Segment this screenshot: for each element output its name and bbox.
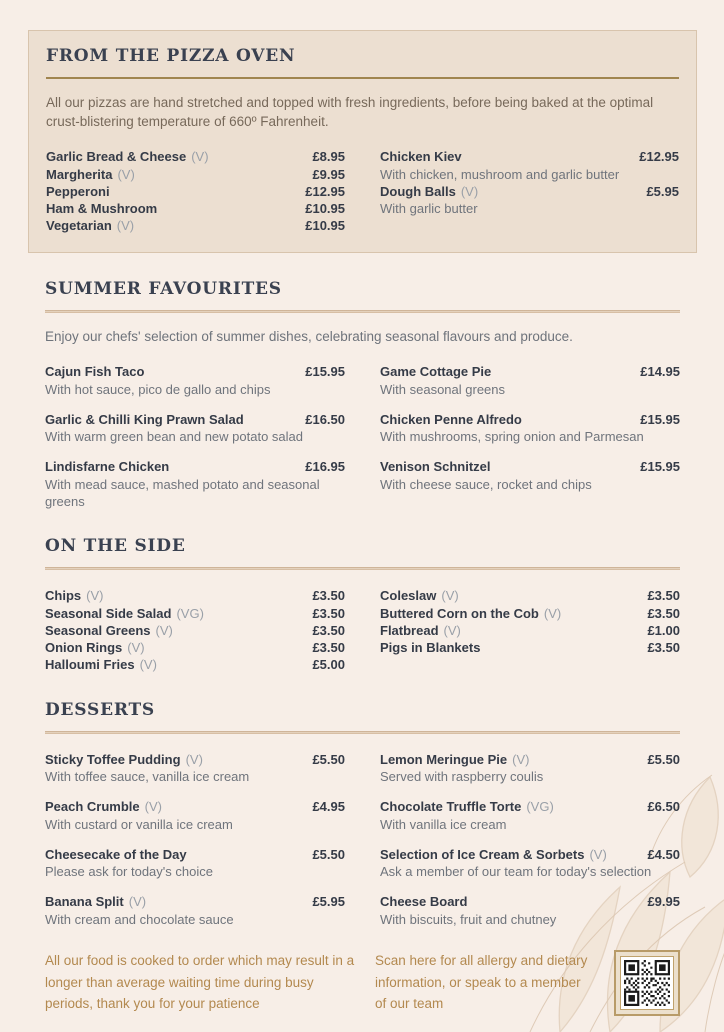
item-price: £6.50	[647, 799, 680, 815]
menu-item	[380, 751, 680, 786]
menu-item	[380, 148, 679, 183]
item-name: Garlic & Chilli King Prawn Salad	[45, 411, 244, 427]
diet-tag: (V)	[441, 588, 459, 604]
menu-item	[46, 200, 345, 217]
desserts-left-list	[45, 751, 345, 928]
item-price: £9.95	[647, 894, 680, 910]
item-price: £3.50	[647, 640, 680, 656]
pizza-columns	[46, 148, 679, 234]
item-price: £4.50	[647, 846, 680, 862]
item-name: Chocolate Truffle Torte	[380, 799, 522, 815]
item-description: With mead sauce, mashed potato and seasonal greens	[45, 476, 320, 509]
item-price: £3.50	[312, 605, 345, 621]
desserts-right-list	[380, 751, 680, 928]
section-divider	[45, 310, 680, 313]
section-summer-favourites	[45, 279, 680, 511]
section-desserts	[45, 700, 680, 928]
menu-item	[45, 587, 345, 604]
item-name: Pepperoni	[46, 183, 110, 199]
item-price: £5.00	[312, 657, 345, 673]
item-price: £12.95	[305, 183, 345, 199]
item-name: Vegetarian	[46, 218, 112, 234]
item-name: Cajun Fish Taco	[45, 364, 145, 380]
item-price: £3.50	[647, 605, 680, 621]
item-description: With mushrooms, spring onion and Parmesan	[380, 429, 644, 445]
item-price: £3.50	[312, 640, 345, 656]
menu-item	[46, 148, 345, 165]
item-description: With cheese sauce, rocket and chips	[380, 476, 592, 492]
item-price: £5.50	[312, 751, 345, 767]
section-intro: Enjoy our chefs' selection of summer dishes, celebrating seasonal flavours and produce.	[45, 328, 573, 344]
summer-right-list	[380, 363, 680, 510]
section-title-on-the-side: ON THE SIDE	[45, 536, 186, 557]
menu-item	[380, 183, 679, 218]
item-description: With cream and chocolate sauce	[45, 911, 234, 927]
item-description: With toffee sauce, vanilla ice cream	[45, 768, 250, 784]
diet-tag: (V)	[155, 622, 173, 638]
item-name: Pigs in Blankets	[380, 640, 481, 656]
menu-item	[380, 798, 680, 833]
item-description: With warm green bean and new potato salad	[45, 429, 303, 445]
diet-tag: (V)	[512, 751, 530, 767]
item-name: Lindisfarne Chicken	[45, 459, 170, 475]
item-name: Chicken Penne Alfredo	[380, 411, 522, 427]
qr-code-icon	[624, 960, 670, 1006]
menu-item	[380, 622, 680, 639]
item-price: £3.50	[312, 622, 345, 638]
diet-tag: (VG)	[526, 799, 554, 815]
menu-item	[46, 217, 345, 234]
menu-item	[45, 639, 345, 656]
item-description: With chicken, mushroom and garlic butter	[380, 166, 620, 182]
pizza-right-list	[380, 148, 679, 234]
diet-tag: (V)	[127, 640, 145, 656]
item-price: £16.95	[305, 459, 345, 475]
item-name: Lemon Meringue Pie	[380, 751, 508, 767]
section-title-pizza-oven: FROM THE PIZZA OVEN	[46, 46, 296, 66]
summer-left-list	[45, 363, 345, 510]
item-price: £4.95	[312, 799, 345, 815]
pizza-left-list	[46, 148, 345, 234]
item-name: Cheese Board	[380, 894, 468, 910]
menu-item	[45, 893, 345, 928]
item-price: £3.50	[312, 588, 345, 604]
item-price: £5.50	[647, 751, 680, 767]
menu-item	[380, 605, 680, 622]
section-divider	[45, 731, 680, 734]
footer	[45, 950, 680, 1016]
item-description: Ask a member of our team for today's selection	[380, 864, 652, 880]
diet-tag: (V)	[191, 149, 209, 165]
item-description: With garlic butter	[380, 201, 478, 217]
footer-allergy-note: Scan here for all allergy and dietary information, or speak to a member of our team	[375, 952, 588, 1012]
item-price: £1.00	[647, 622, 680, 638]
item-name: Sticky Toffee Pudding	[45, 751, 181, 767]
section-title-summer-favourites: SUMMER FAVOURITES	[45, 278, 282, 299]
diet-tag: (V)	[139, 657, 157, 673]
item-price: £12.95	[639, 149, 679, 165]
diet-tag: (V)	[86, 588, 104, 604]
menu-item	[380, 639, 680, 656]
diet-tag: (V)	[116, 218, 135, 234]
item-description: With hot sauce, pico de gallo and chips	[45, 381, 271, 397]
item-name: Buttered Corn on the Cob	[380, 605, 539, 621]
section-divider	[46, 77, 679, 79]
item-name: Venison Schnitzel	[380, 459, 491, 475]
item-price: £15.95	[640, 411, 680, 427]
item-name: Peach Crumble	[45, 799, 140, 815]
section-pizza-oven	[28, 30, 697, 253]
menu-item	[45, 458, 345, 510]
diet-tag: (V)	[144, 799, 162, 815]
footer-cooked-to-order-note: All our food is cooked to order which may result in a longer than average waiting time during busy periods, thank you for your patience	[45, 952, 355, 1012]
item-name: Selection of Ice Cream & Sorbets	[380, 846, 585, 862]
menu-item	[45, 363, 345, 398]
item-price: £3.50	[647, 588, 680, 604]
item-price: £5.95	[312, 894, 345, 910]
diet-tag: (V)	[543, 605, 562, 621]
menu-item	[380, 846, 680, 881]
menu-item	[45, 751, 345, 786]
item-price: £16.50	[305, 411, 345, 427]
menu-item	[380, 458, 680, 493]
menu-item	[45, 605, 345, 622]
item-name: Onion Rings	[45, 640, 123, 656]
item-name: Margherita	[46, 166, 113, 182]
item-price: £8.95	[312, 149, 345, 165]
sides-columns	[45, 587, 680, 673]
item-description: With vanilla ice cream	[380, 816, 507, 832]
item-name: Banana Split	[45, 894, 124, 910]
item-description: With biscuits, fruit and chutney	[380, 911, 557, 927]
item-name: Dough Balls	[380, 183, 456, 199]
desserts-columns	[45, 751, 680, 928]
item-name: Halloumi Fries	[45, 657, 135, 673]
diet-tag: (V)	[128, 894, 147, 910]
diet-tag: (V)	[185, 751, 203, 767]
menu-item	[45, 798, 345, 833]
section-divider	[45, 567, 680, 570]
menu-item	[45, 622, 345, 639]
item-name: Seasonal Side Salad	[45, 605, 172, 621]
section-on-the-side	[45, 536, 680, 673]
menu-item	[45, 411, 345, 446]
menu-item	[46, 166, 345, 183]
section-title-desserts: DESSERTS	[45, 699, 155, 720]
item-description: Served with raspberry coulis	[380, 768, 544, 784]
diet-tag: (VG)	[176, 605, 204, 621]
item-price: £10.95	[305, 218, 345, 234]
diet-tag: (V)	[117, 166, 135, 182]
item-price: £9.95	[312, 166, 345, 182]
diet-tag: (V)	[589, 846, 607, 862]
item-price: £15.95	[305, 364, 345, 380]
sides-right-list	[380, 587, 680, 673]
menu-item	[380, 893, 680, 928]
item-name: Chips	[45, 588, 82, 604]
item-name: Chicken Kiev	[380, 149, 462, 165]
menu-item	[45, 656, 345, 673]
item-price: £10.95	[305, 201, 345, 217]
menu-item	[380, 587, 680, 604]
section-intro: All our pizzas are hand stretched and topped with fresh ingredients, before being baked at the optimal crust-blistering temperature of 660º Fahrenheit.	[46, 95, 654, 129]
item-name: Garlic Bread & Cheese	[46, 149, 187, 165]
diet-tag: (V)	[460, 183, 479, 199]
item-description: With custard or vanilla ice cream	[45, 816, 233, 832]
item-name: Seasonal Greens	[45, 622, 151, 638]
item-name: Ham & Mushroom	[46, 201, 158, 217]
item-price: £15.95	[640, 459, 680, 475]
diet-tag: (V)	[443, 622, 461, 638]
menu-item	[380, 411, 680, 446]
item-name: Coleslaw	[380, 588, 437, 604]
menu-item	[380, 363, 680, 398]
qr-code	[620, 956, 674, 1010]
item-name: Flatbread	[380, 622, 439, 638]
item-description: Please ask for today's choice	[45, 864, 213, 880]
item-name: Game Cottage Pie	[380, 364, 492, 380]
item-name: Cheesecake of the Day	[45, 846, 187, 862]
item-description: With seasonal greens	[380, 381, 506, 397]
summer-columns	[45, 363, 680, 510]
qr-code-frame	[614, 950, 680, 1016]
item-price: £5.50	[312, 846, 345, 862]
menu-item	[45, 846, 345, 881]
item-price: £14.95	[640, 364, 680, 380]
item-price: £5.95	[646, 183, 679, 199]
menu-item	[46, 183, 345, 200]
sides-left-list	[45, 587, 345, 673]
